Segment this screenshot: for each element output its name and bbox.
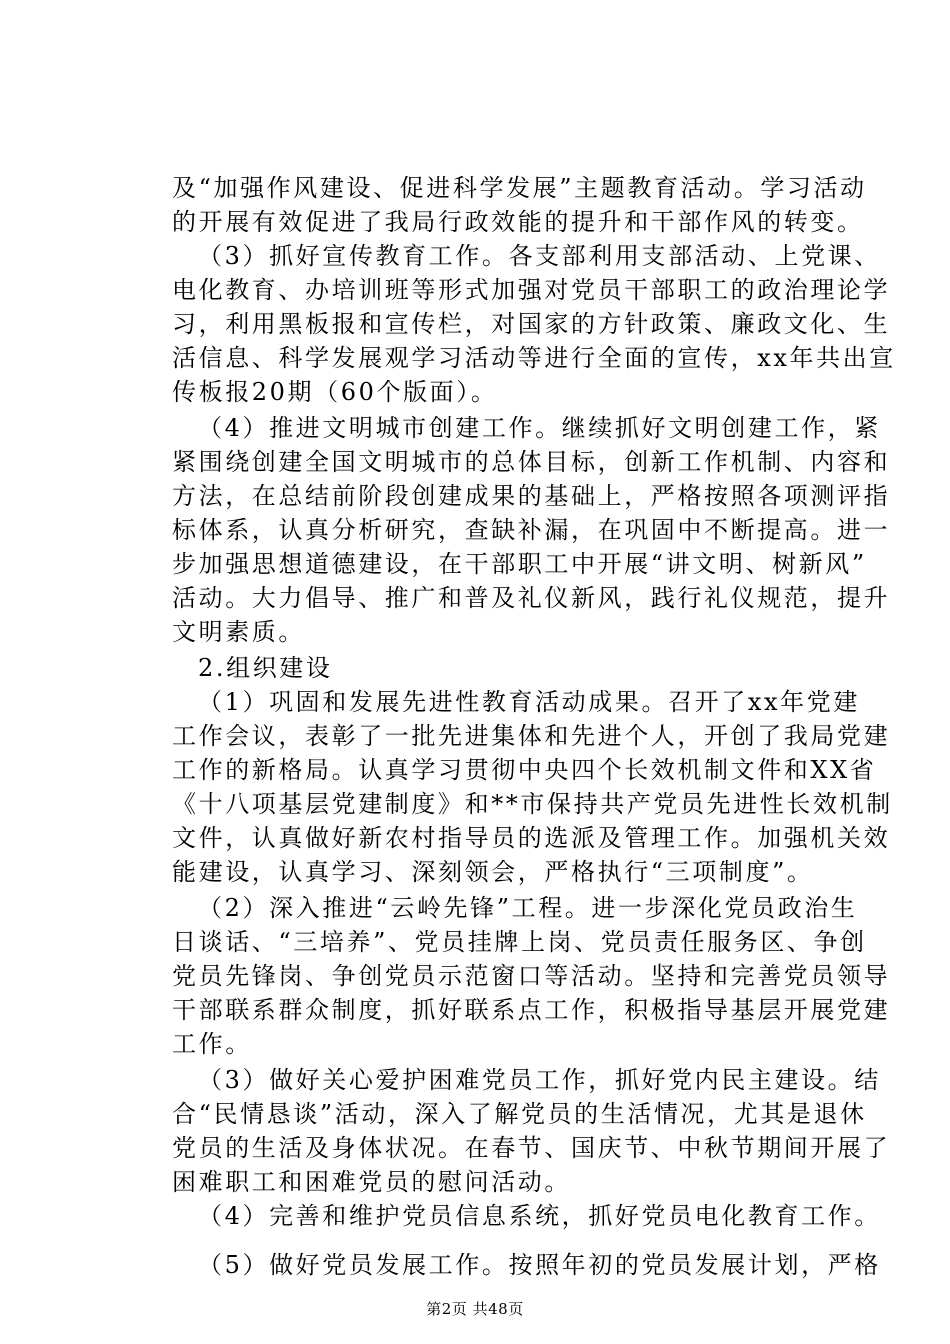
text-line: 传板报20期（60个版面）。	[172, 378, 498, 406]
text-line: 标体系，认真分析研究，查缺补漏，在巩固中不断提高。进一	[172, 516, 891, 544]
text-line: 工作会议，表彰了一批先进集体和先进个人，开创了我局党建	[172, 722, 891, 750]
text-line: 活信息、科学发展观学习活动等进行全面的宣传，xx年共出宣	[172, 344, 896, 372]
text-line: 能建设，认真学习、深刻领会，严格执行“三项制度”。	[172, 858, 814, 886]
text-line: 方法，在总结前阶段创建成果的基础上，严格按照各项测评指	[172, 482, 891, 510]
text-line: 电化教育、办培训班等形式加强对党员干部职工的政治理论学	[172, 276, 891, 304]
text-line: 工作的新格局。认真学习贯彻中央四个长效机制文件和XX省	[172, 756, 877, 784]
text-line: 党员先锋岗、争创党员示范窗口等活动。坚持和完善党员领导	[172, 962, 891, 990]
text-line: 合“民情恳谈”活动，深入了解党员的生活情况，尤其是退休	[172, 1100, 867, 1128]
text-line: 文件，认真做好新农村指导员的选派及管理工作。加强机关效	[172, 824, 891, 852]
text-line: 及“加强作风建设、促进科学发展”主题教育活动。学习活动	[172, 174, 867, 202]
text-line: 活动。大力倡导、推广和普及礼仪新风，践行礼仪规范，提升	[172, 584, 891, 612]
text-line: 紧围绕创建全国文明城市的总体目标，创新工作机制、内容和	[172, 448, 891, 476]
page-number-footer: 第2页 共48页	[426, 1300, 524, 1318]
paragraph-5-start: （5）做好党员发展工作。按照年初的党员发展计划，严格	[198, 1251, 881, 1279]
paragraph-2-start: （2）深入推进“云岭先锋”工程。进一步深化党员政治生	[198, 894, 858, 922]
text-line: 日谈话、“三培养”、党员挂牌上岗、党员责任服务区、争创	[172, 928, 867, 956]
text-line: 干部联系群众制度，抓好联系点工作，积极指导基层开展党建	[172, 996, 891, 1024]
text-line: 《十八项基层党建制度》和**市保持共产党员先进性长效机制	[172, 790, 893, 818]
paragraph-4-start: （4）推进文明城市创建工作。继续抓好文明创建工作，紧	[198, 414, 881, 442]
paragraph-3b-start: （3）做好关心爱护困难党员工作，抓好党内民主建设。结	[198, 1066, 881, 1094]
section-heading: 2.组织建设	[198, 654, 333, 682]
text-line: 习，利用黑板报和宣传栏，对国家的方针政策、廉政文化、生	[172, 310, 891, 338]
text-line: 的开展有效促进了我局行政效能的提升和干部作风的转变。	[172, 208, 864, 236]
paragraph-3-start: （3）抓好宣传教育工作。各支部利用支部活动、上党课、	[198, 242, 881, 270]
text-line: 步加强思想道德建设，在干部职工中开展“讲文明、树新风”	[172, 550, 867, 578]
paragraph-4b-line: （4）完善和维护党员信息系统，抓好党员电化教育工作。	[198, 1202, 881, 1230]
text-line: 困难职工和困难党员的慰问活动。	[172, 1168, 571, 1196]
text-line: 工作。	[172, 1030, 252, 1058]
text-line: 文明素质。	[172, 618, 305, 646]
paragraph-1-start: （1）巩固和发展先进性教育活动成果。召开了xx年党建	[198, 688, 860, 716]
text-line: 党员的生活及身体状况。在春节、国庆节、中秋节期间开展了	[172, 1134, 891, 1162]
